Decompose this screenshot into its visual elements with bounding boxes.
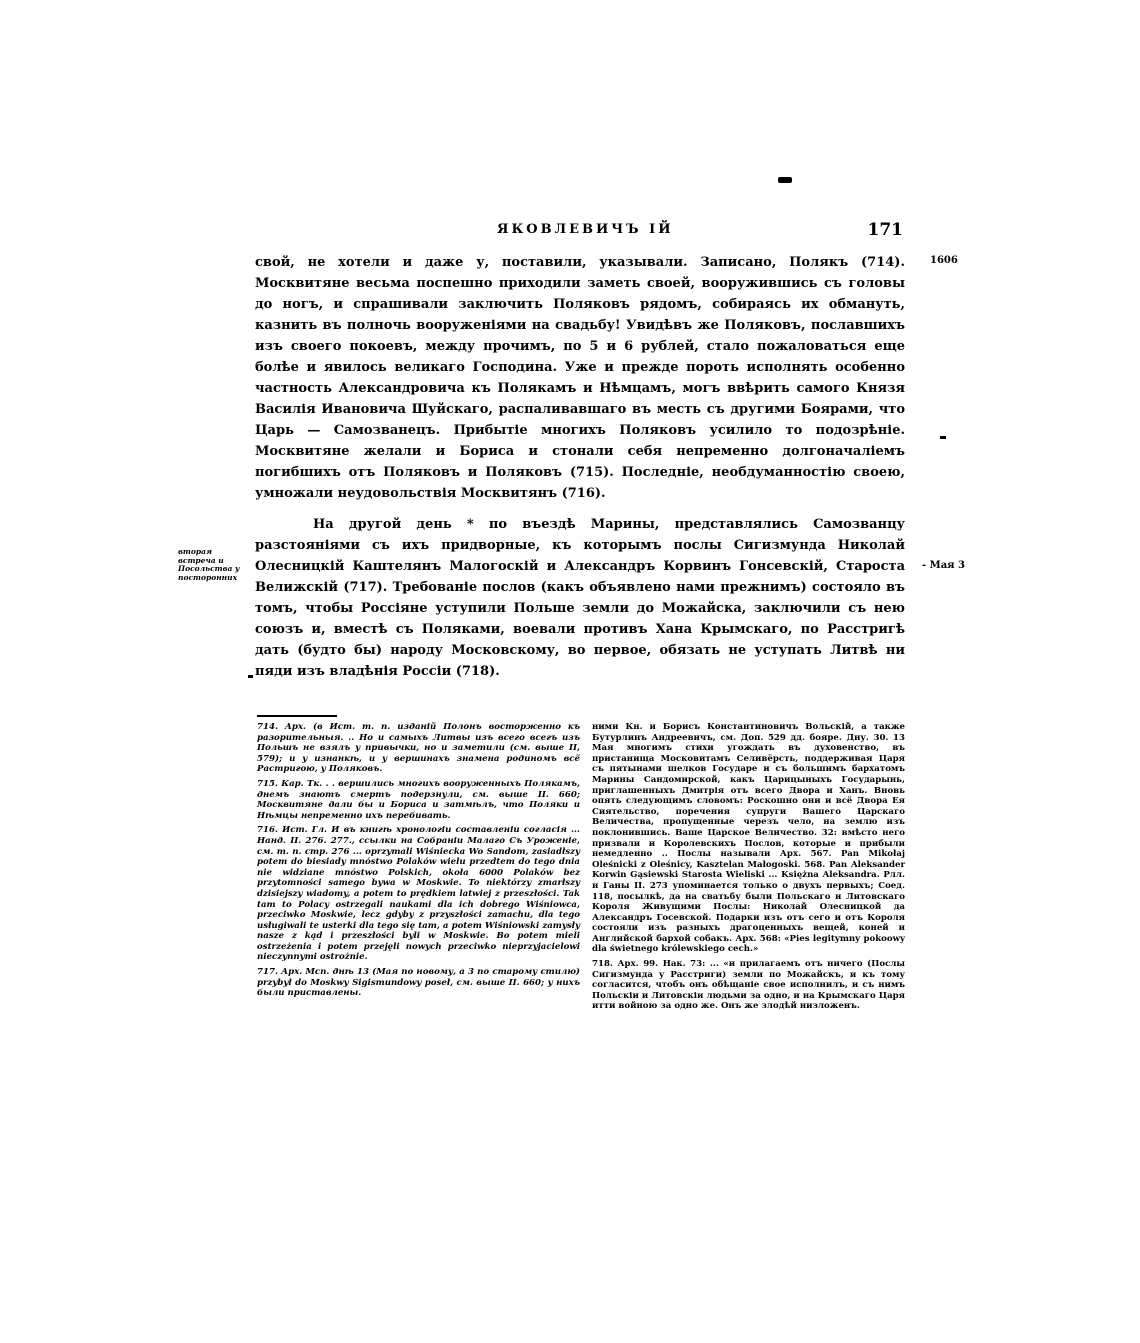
footnote: 715. Кар. Тк. . . вершились многихъ вооруженныхъ Полякамъ, днемъ знаютъ смертъ подерзнули, см. выше II. 660; Москвитяне дали бы и Бориса и затмѣлъ, что Поляки и Нѣмцы непременно ихъ перебивать. bbox=[257, 778, 580, 821]
paragraph: свой, не хотели и даже у, поставили, указывали. Записано, Полякъ (714). Москвитяне весьма поспешно приходили заметь своей, вооружившись съ головы до ногъ, и спрашивали заключить Поляковъ рядомъ, собираясь их обмануть, казнить въ полночь вооруженіями на свадьбу! Увидѣвъ же Поляковъ, пославшихъ изъ своего покоевъ, между прочимъ, по 5 и 6 рублей, стало пожаловаться еще болѣе и явилось великаго Господина. Уже и прежде пороть исполнять особенно частность Александровича къ Полякамъ и Нѣмцамъ, могъ ввѣрить самого Князя Василія Ивановича Шуйскаго, распаливавшаго въ месть съ другими Боярами, что Царь — Самозванецъ. Прибытіе многихъ Поляковъ усилило то подозрѣніе. Москвитяне желали и Бориса и стонали себя непременно долгоначаліемъ погибшихъ отъ Поляковъ и Поляковъ (715). Последніе, необдуманностію своею, умножали неудовольствія Москвитянъ (716). bbox=[255, 255, 905, 501]
footnote: ними Кн. и Борисъ Константиновичъ Вольскій, а также Бутурлинъ Андреевичъ, см. Доп. 529 дд. бояре. Дну. 30. 13 Мая многимъ стихи угождать въ духовенство, въ пристанища Московитамъ Селивёрсть, поддерживая Царя съ пятынами шелков Государе и съ большимъ бархатомъ Марины Сандомирской, какъ Царицыныхъ Государынь, приглашенныхъ Дмитрія отъ всего Двора и Ханъ. Вновь опять следующимъ словомъ: Роскошно они и всё Двора Ея Сиятельство, поречения супруги Вашего Царскаго Величества, пропущенные черезъ чело, на землю изъ поклонившись. Ваше Царское Величество. 32: вмѣсто него призвали и Королевскихъ Послов, которые и прибыли немедленно .. Послы называли Арх. 567. Pan Mikołaj Oleśnicki z Oleśnicy, Kasztelan Małogoski. 568. Pan Aleksander Korwin Gąsiewski Starosta Wieliski ... Księżna Aleksandra. Рлл. и Ганы II. 273 упоминается только о двухъ первыхъ; Соед. 118, посылкѣ, да на сватьбу были Польскаго и Литовскаго Короля Живущими Послы: Николай Олесницкой да Александръ Госевской. Подарки изъ отъ сего и отъ Короля состояли изъ разныхъ драгоценныхъ вещей, коней и Английской бархой собакъ. Арх. 568: «Pies legitymny pokoowy dla świetnego królewskiego cech.» bbox=[592, 722, 905, 955]
margin-tick bbox=[940, 436, 946, 439]
footnote-rule bbox=[257, 715, 337, 717]
footnote: 718. Арх. 99. Нак. 73: ... «и прилагаемъ отъ ничего (Послы Сигизмунда у Расстриги) земли по Можайскъ, и къ тому согласится, чтобъ онъ обѣщаніе свое исполнилъ, и съ нимъ Польскіи и Литовскіи людьми за одно, и на Крымскаго Царя итти войною за одно же. Онъ же злодѣй низложенъ. bbox=[592, 959, 905, 1012]
footnote: 714. Арх. (в Ист. т. п. изданій Полонъ восторженно къ разорительныя. .. Но и самыхъ Литвы изъ всего всегъ изъ Польшъ не взялъ у привычки, но и заметили (см. выше II, 579); и у изнанкѣ, и у вершинахъ знамена родиномъ всё Растригою, у Поляковъ. bbox=[257, 722, 580, 775]
footnote: 716. Ист. Гл. И въ книгѣ хронологіи составленіи согласія ... Нанд. II. 276. 277., ссылки на Собраніи Малаго Съ Уроженіе, см. т. п. стр. 276 ... oprzymali Wiśniecka Wo Sandom, zasiadłszy potem do biesiady mnóstwo Polaków wielu przedtem do tego dnia nie widziane mnóstwo Polskich, okoła 6000 Polaków bez przytomności samego bywa w Moskwie. To niektórzy zmarłszy dzisiejszy wiadomy, a potem to prędkiem latwiej z przeszłości. Tak tam to Polacy ostrzegali naukami dla ich dobrego Wiśniowca, przeciwko Moskwie, lecz gdyby z przyszłości zamachu, dla tego usługiwali te usterki dla tego się tam, a potem Wiśniowski zamysły nasze z kąd i przeszłości byli w Moskwie. Bo potem mieli ostrzeżenia i potem przejęli nowych przeciwko nieprzyjacielowi nieczynnymi ostrożnie. bbox=[257, 825, 580, 963]
page-number: 171 bbox=[867, 220, 903, 240]
page-header bbox=[255, 222, 903, 244]
running-title: ЯКОВЛЕВИЧЪ ІЙ bbox=[497, 222, 674, 237]
footnotes-right-column bbox=[592, 722, 905, 1016]
body-text bbox=[255, 252, 905, 682]
margin-gloss: вторая встреча и Посольства у посторонних bbox=[178, 547, 240, 582]
margin-bullet bbox=[248, 675, 253, 678]
margin-date-ref: - Мая 3 bbox=[922, 560, 966, 571]
top-dash-mark bbox=[778, 177, 792, 183]
paragraph: На другой день * по въездѣ Марины, представлялись Самозванцу разстояніями съ ихъ придворные, къ которымъ послы Сигизмунда Николай Олесницкій Каштелянъ Малогоскій и Александръ Корвинъ Гонсевскій, Староста Велижскій (717). Требованіе послов (какъ объявлено нами прежнимъ) состояло въ томъ, чтобы Россіяне уступили Польше земли до Можайска, заключили съ нею союзъ и, вместѣ съ Поляками, воевали противъ Хана Крымскаго, по Расстригѣ дать (будто бы) народу Московскому, во первое, обязать не уступать Литвѣ ни пяди изъ владѣнія Россіи (718). bbox=[255, 517, 905, 679]
footnote: 717. Арх. Мсп. днѣ 13 (Мая по новому, а 3 по старому стилю) przybył do Moskwy Sigismundowy poseł, см. выше II. 660; у нихъ были приставлены. bbox=[257, 967, 580, 999]
margin-year: 1606 bbox=[930, 255, 958, 266]
footnotes-left-column bbox=[257, 722, 580, 1003]
